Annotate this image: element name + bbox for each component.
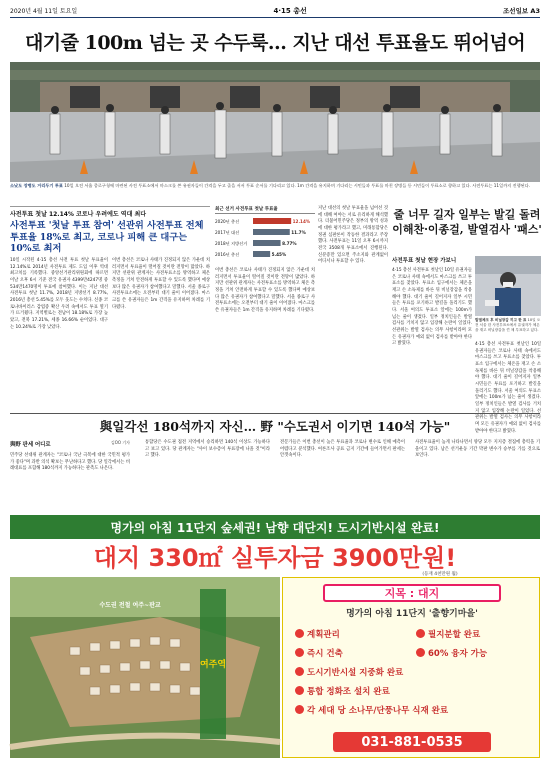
ad-feature-item xyxy=(295,647,410,659)
header-section: 4·15 총선 xyxy=(273,6,307,15)
bullet-icon xyxy=(416,629,425,638)
real-estate-ad xyxy=(10,515,540,758)
ad-feature-item xyxy=(295,704,531,716)
chart-category-label: 2016년 총선 xyxy=(215,252,240,257)
ad-aerial-map xyxy=(10,577,280,758)
voter-photo-illustration xyxy=(475,256,541,316)
chart-bar xyxy=(253,240,281,246)
voter-photo-caption xyxy=(475,318,541,338)
ad-phone[interactable]: 031-881-0535 xyxy=(361,734,463,750)
mid-byline: 김OO 기자 xyxy=(110,440,130,445)
ad-feature-text: 즉시 건축 xyxy=(307,648,343,659)
ad-feature-item xyxy=(295,666,531,678)
bullet-icon xyxy=(416,648,425,657)
right-subhead: 사전투표 첫날 현장 가보니 xyxy=(392,258,457,264)
chart-bar xyxy=(253,229,290,235)
ad-feature-item xyxy=(416,647,531,659)
ad-feature-row xyxy=(295,700,531,719)
lead-body-col1: 10일 시작된 4·15 총선 사전 투표 첫날 투표율이 12.14%로 2014년 사전투표 제도 도입 이후 역대 최고치를 기록했다. 중앙선거관리위원회에 따르면 이날 오후 6시 기준 전국 유권자 4399만4247명 중 534만1470명이 투표에 참여했다. 이는 지난 대선 사전투표 첫날 11.7%, 2018년 지방선거 8.77%, 2016년 총선 5.45%를 모두 웃도는 수치다. 신종 코로나바이러스 감염증 확산 우려 속에서도 투표 열기가 뜨거웠다. 지역별로는 전남이 18.18%로 가장 높았고, 전북 17.21%, 세종 16.66% 순이었다. 대구는 10.24%로 가장 낮았다. xyxy=(10,258,108,330)
right-headline: 줄 너무 길자 일부는 발길 돌려 이해찬·이종걸, 발열검사 '패스' xyxy=(392,208,542,236)
header-page: A3 xyxy=(530,7,540,15)
ad-feature-panel xyxy=(282,577,540,758)
lead-body-col2: 이번 총선은 코로나 사태가 진정되지 않은 가운데 치러지면서 투표율이 떨어질 것이란 전망이 많았다. 하지만 선관위 관계자는 사전투표소를 방역하고 체온 측정을 거쳐 안전하게 투표할 수 있도록 했다며 예상보다 많은 유권자가 참여했다고 말했다. 서울 종로구 사전투표소에는 오전부터 대기 줄이 이어졌다. 마스크를 쓴 유권자들은 1m 간격을 유지하며 차례를 기다렸다. xyxy=(112,258,210,310)
bullet-icon xyxy=(295,705,304,714)
right-body-col1: 4·15 총선 사전투표 첫날인 10일 유권자들은 코로나 사태 속에서도 마스크를 쓰고 투표소를 찾았다. 투표소 입구에서는 체온을 재고 손 소독제를 바른 뒤 비닐장갑을 착용해야 했다. 대기 줄이 길어지자 일부 시민들은 투표를 포기하고 발길을 돌리기도 했다. 서울 여의도 투표소 앞에는 100m가 넘는 줄이 생겼다. 일부 정치인들은 발열 검사를 거치지 않고 입장해 논란이 일었다. 선관위는 발열 검사는 의무 사항이라며 모든 유권자가 예외 없이 검사를 받아야 한다고 밝혔다. xyxy=(392,268,472,347)
ad-feature-text: 계획관리 xyxy=(307,629,340,640)
ad-main-banner: 대지 330㎡ 실투자금 3900만원! xyxy=(93,543,457,572)
bullet-icon xyxy=(295,667,304,676)
chart-value-label: 12.14% xyxy=(292,219,311,224)
chart-title: 최근 선거 사전투표 첫날 투표율 xyxy=(215,206,315,214)
chart-bar xyxy=(253,218,291,224)
header-paper: 조선일보 xyxy=(503,7,529,15)
ad-feature-row xyxy=(295,624,531,643)
ad-map-station-label: 여주역 xyxy=(199,660,227,670)
photo-caption-title: 소낮도 장병도 거리두기 투표 xyxy=(10,183,63,188)
bullet-icon xyxy=(295,686,304,695)
lead-body-col3: 지난 대선의 첫날 투표율을 넘어선 것에 대해 여야는 서로 유리하게 해석했다. 더불어민주당은 정부의 방역 성과에 대한 평가라고 했고, 미래통합당은 정권 심판론이 작동한 결과라고 주장했다. 사전투표는 11일 오후 6시까지 전국 3508개 투표소에서 진행된다. 신분증만 있으면 주소지와 관계없이 어디서나 투표할 수 있다. xyxy=(318,206,388,265)
mid-body-col3: 전문가들은 이번 총선이 높은 투표율과 코로나 변수로 인해 예측이 어렵다고 분석했다. 여론조사 공표 금지 기간에 들어가면서 판세는 안갯속이다. xyxy=(280,440,405,459)
voter-photo xyxy=(475,256,541,316)
ad-aerial-illustration xyxy=(10,577,280,758)
bullet-icon xyxy=(295,629,304,638)
ad-top-banner: 명가의 아침 11단지 숲세권! 남향 대단지! 도시기반시설 완료! xyxy=(110,520,440,535)
mid-headline: 與일각선 180석까지 자신… 野 "수도권서 이기면 140석 가능" xyxy=(10,413,540,437)
mid-body-col1: 민주당 선대위 관계자는 "코로나 국난 극복에 대한 국민적 평가가 좋다"며 과반 의석 확보는 무난하다고 했다. 당 일각에서는 비례대표를 포함해 180석까지 가능하다는 관측도 나온다. xyxy=(10,453,130,472)
page-header xyxy=(10,4,540,18)
lead-kicker: 사전투표 첫날 12.14% 코로나 우려에도 역대 최다 xyxy=(10,206,210,218)
header-paper-page xyxy=(503,6,540,15)
main-headline: 대기줄 100m 넘는 곳 수두룩… 지난 대선 투표율도 뛰어넘어 xyxy=(24,31,526,54)
ad-feature-item xyxy=(295,628,410,640)
photo-caption-text: 10일 오전 서울 종로구청에 마련된 사전 투표소에서 마스크를 쓴 유권자들이 간격을 두고 줄을 서서 투표 순서를 기다리고 있다. 1m 간격을 유지하며 기다리는 시민들과 투표를 마친 장병들 등 시민들이 투표소로 향하고 있다. 사전투표는 11일까지 진행된다. xyxy=(64,183,531,188)
ad-main-note: (등재 4천만원 월) xyxy=(422,572,458,577)
mid-body-col4: 사전투표율이 높게 나타나면서 양당 모두 지지층 결집에 총력을 기울이고 있다. 남은 선거운동 기간 막판 변수가 승부를 가를 것으로 보인다. xyxy=(415,440,540,459)
ad-feature-list xyxy=(295,624,531,724)
voter-caption-body: 10일 오전 서울 한 사전투표소에서 유권자가 체온을 재고 비닐장갑을 낀 채 투표하고 있다. xyxy=(475,318,541,332)
ad-feature-item xyxy=(416,628,531,640)
chart-category-label: 2020년 총선 xyxy=(215,219,240,224)
ad-feature-text: 도시기반시설 지중화 완료 xyxy=(307,667,404,678)
lead-body-col2b: 이번 총선은 코로나 사태가 진정되지 않은 가운데 치러지면서 투표율이 떨어질 것이란 전망이 많았다. 하지만 선관위 관계자는 사전투표소를 방역하고 체온 측정을 거쳐 안전하게 투표할 수 있도록 했다며 예상보다 많은 유권자가 참여했다고 말했다. 서울 종로구 사전투표소에는 오전부터 대기 줄이 이어졌다. 마스크를 쓴 유권자들은 1m 간격을 유지하며 차례를 기다렸다. xyxy=(215,268,315,313)
ad-feature-text: 각 세대 당 소나무/단풍나무 식재 완료 xyxy=(307,705,449,716)
ad-feature-row xyxy=(295,681,531,700)
chart-value-label: 5.45% xyxy=(271,252,287,257)
voter-caption-title: 발열체크 후 비닐장갑 끼고 한 표 xyxy=(475,318,527,322)
chart-category-label: 2018년 지방선거 xyxy=(215,241,248,246)
mid-body-col2: 통합당은 수도권 접전 지역에서 승리하면 140석 이상도 가능하다고 보고 있다. 당 관계자는 "샤이 보수층이 투표장에 나올 것"이라고 했다. xyxy=(145,440,270,459)
ad-map-sub-label: 수도권 전철 여주~판교 xyxy=(99,602,161,609)
chart-value-label: 11.7% xyxy=(291,230,306,235)
ad-feature-text: 통합 정화조 설치 완료 xyxy=(307,686,390,697)
ad-right-title: 지목 : 대지 xyxy=(384,587,440,600)
ad-feature-text: 60% 융자 가능 xyxy=(428,648,488,659)
main-photo xyxy=(10,62,540,182)
ad-feature-item xyxy=(295,685,531,697)
photo-caption xyxy=(10,183,540,201)
mid-subhead: 與野 판세 어디로 xyxy=(10,442,51,448)
header-date: 2020년 4월 11일 토요일 xyxy=(10,8,78,15)
main-photo-illustration xyxy=(10,62,540,182)
chart-value-label: 8.77% xyxy=(282,241,297,246)
chart-category-label: 2017년 대선 xyxy=(215,230,240,235)
bullet-icon xyxy=(295,648,304,657)
ad-feature-row xyxy=(295,643,531,662)
chart-bar xyxy=(253,251,270,257)
ad-right-subtitle: 명가의 아침 11단지 '출향기마을' xyxy=(346,609,478,619)
lead-subhead: 사전투표 '첫날 투표 참여' 선관위 사전투표 전체 투표율 18%로 최고, 코로나 피해 큰 대구는 10%로 최저 xyxy=(10,220,204,254)
ad-feature-text: 필지분할 완료 xyxy=(428,629,481,640)
turnout-chart xyxy=(215,206,315,264)
right-body-col2: 4·15 총선 사전투표 첫날인 10일 유권자들은 코로나 사태 속에서도 마스크를 쓰고 투표소를 찾았다. 투표소 입구에서는 체온을 재고 손 소독제를 바른 뒤 비닐장갑을 착용해야 했다. 대기 줄이 길어지자 일부 시민들은 투표를 포기하고 발길을 돌리기도 했다. 서울 여의도 투표소 앞에는 100m가 넘는 줄이 생겼다. 일부 정치인들은 발열 검사를 거치지 않고 입장해 논란이 일었다. 선관위는 발열 검사는 의무 사항이라며 모든 유권자가 예외 없이 검사를 받아야 한다고 밝혔다. xyxy=(475,342,541,434)
ad-feature-row xyxy=(295,662,531,681)
chart-svg xyxy=(215,214,315,262)
